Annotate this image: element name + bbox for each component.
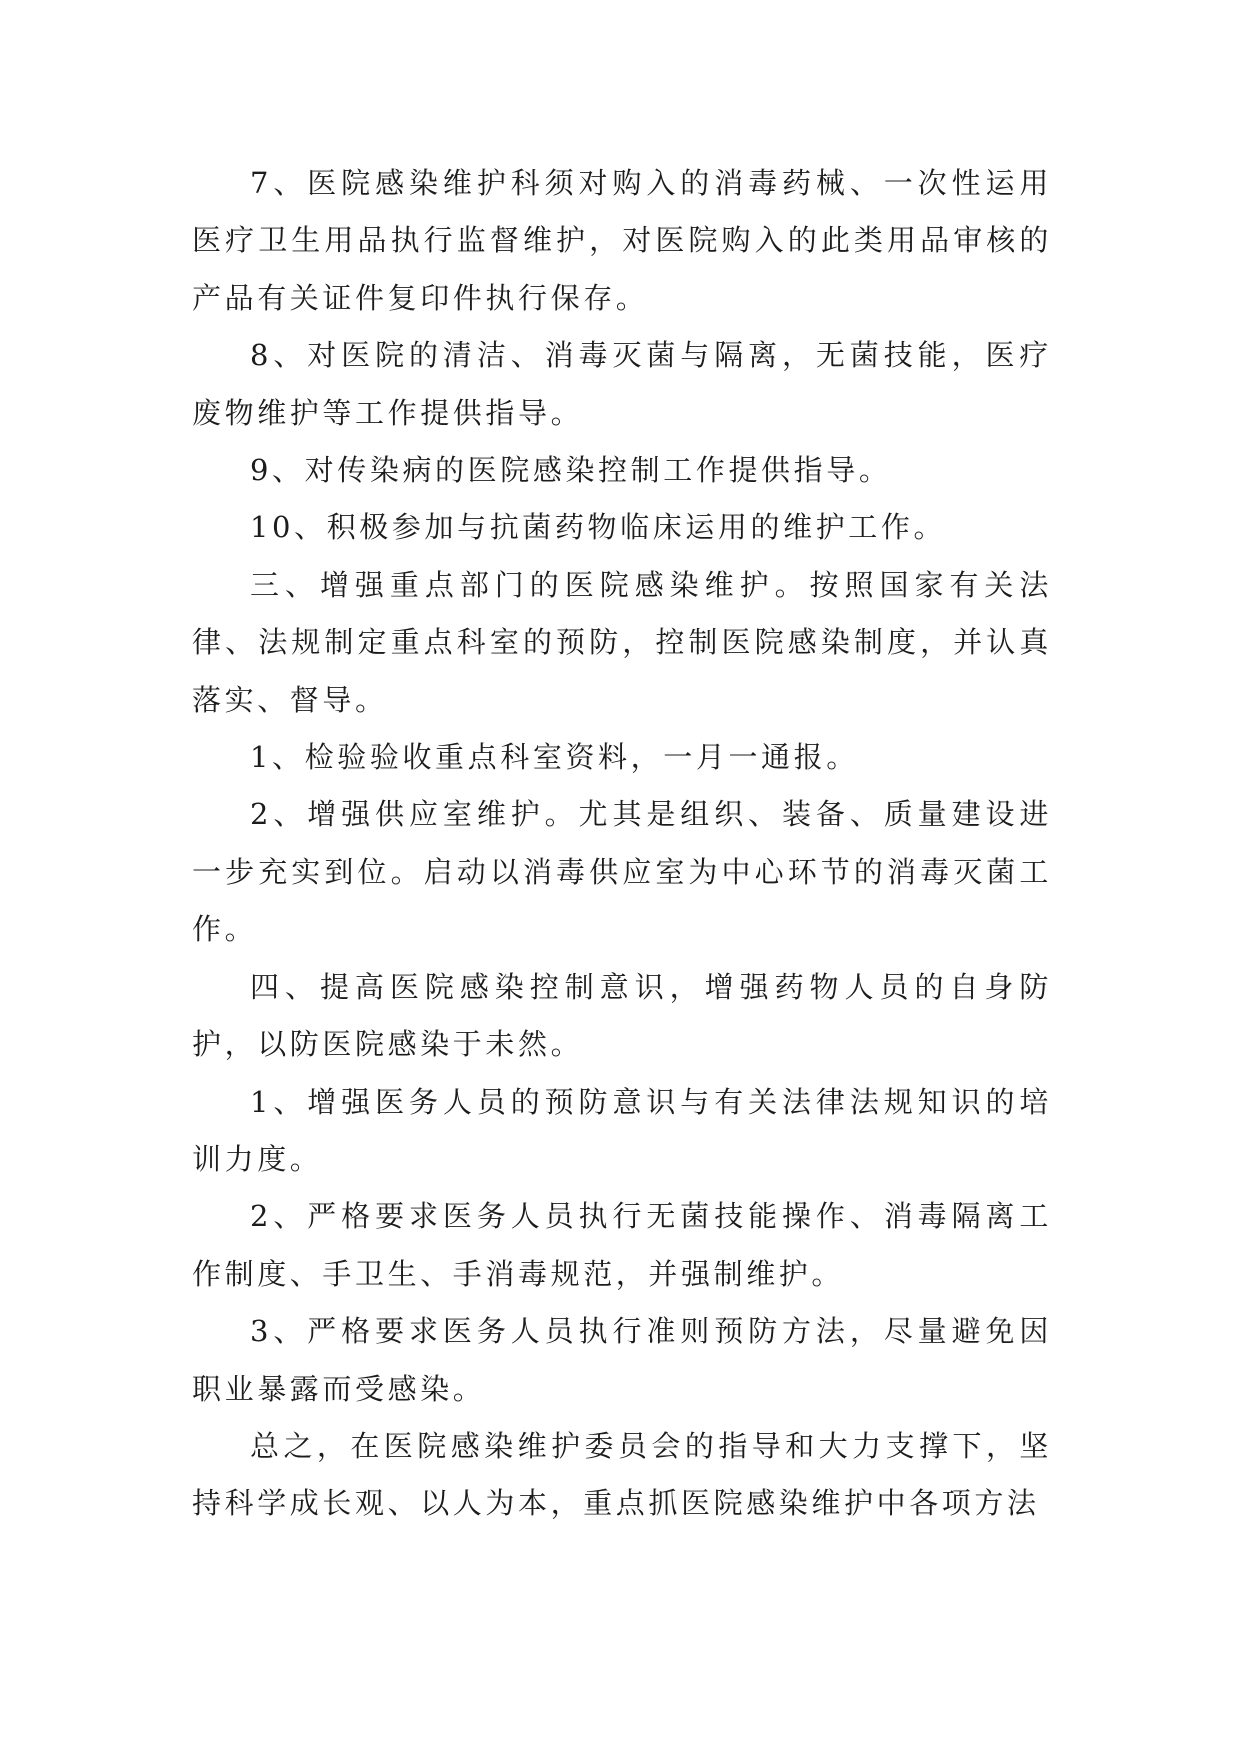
section-heading-3: 三、增强重点部门的医院感染维护。按照国家有关法律、法规制定重点科室的预防，控制医院感染制度，并认真落实、督导。	[192, 567, 1052, 717]
section-heading-4: 四、提高医院感染控制意识，增强药物人员的自身防护，以防医院感染于未然。	[192, 969, 1052, 1062]
paragraph-item-7: 7、医院感染维护科须对购入的消毒药械、一次性运用医疗卫生用品执行监督维护，对医院购入的此类用品审核的产品有关证件复印件执行保存。	[192, 166, 1052, 315]
paragraph-section4-item-1: 1、增强医务人员的预防意识与有关法律法规知识的培训力度。	[192, 1084, 1052, 1176]
paragraph-item-9: 9、对传染病的医院感染控制工作提供指导。	[250, 453, 892, 488]
document-body	[192, 155, 1052, 1533]
paragraph-item-8: 8、对医院的清洁、消毒灭菌与隔离，无菌技能，医疗废物维护等工作提供指导。	[192, 338, 1052, 430]
paragraph-section4-item-2: 2、严格要求医务人员执行无菌技能操作、消毒隔离工作制度、手卫生、手消毒规范，并强制维护。	[192, 1199, 1052, 1291]
paragraph-item-10: 10、积极参加与抗菌药物临床运用的维护工作。	[250, 510, 947, 545]
paragraph-section4-item-3: 3、严格要求医务人员执行准则预防方法，尽量避免因职业暴露而受感染。	[192, 1314, 1052, 1406]
paragraph-section3-item-2: 2、增强供应室维护。尤其是组织、装备、质量建设进一步充实到位。启动以消毒供应室为中心环节的消毒灭菌工作。	[192, 797, 1052, 947]
paragraph-section3-item-1: 1、检验验收重点科室资料，一月一通报。	[250, 740, 859, 775]
paragraph-summary: 总之，在医院感染维护委员会的指导和大力支撑下，坚持科学成长观、以人为本，重点抓医院感染维护中各项方法	[192, 1428, 1052, 1521]
